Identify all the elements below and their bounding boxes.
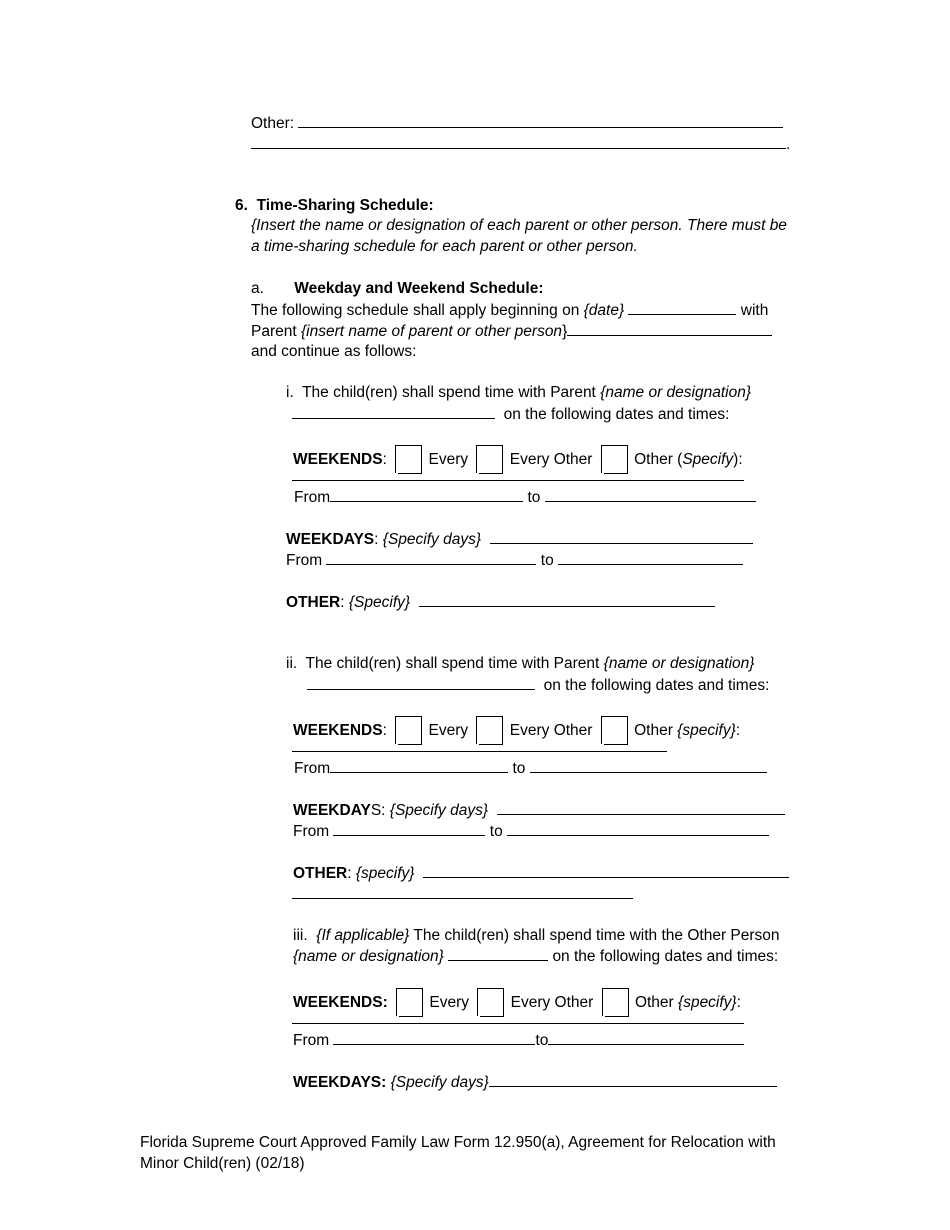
parent-name-line <box>251 321 772 342</box>
item-ii-other-field-2[interactable] <box>292 884 633 899</box>
item-ii-designation: {name or designation} <box>603 655 755 672</box>
item-i-name-line <box>292 404 729 425</box>
weekends-label: WEEKENDS <box>293 451 383 468</box>
item-iii-from-to <box>293 1030 744 1051</box>
item-ii-text: The child(ren) shall spend time with Parent <box>305 655 600 672</box>
other-bold-label: OTHER <box>293 865 348 882</box>
colon: : <box>382 722 387 739</box>
from-label: From <box>286 552 323 569</box>
date-hint: {date} <box>583 302 625 319</box>
weekdays-label: WEEKDAYS: <box>293 1074 387 1091</box>
item-iii-name-field[interactable] <box>448 946 548 961</box>
item-iii-from-field[interactable] <box>333 1030 535 1045</box>
section-number: 6. <box>235 197 248 214</box>
from-label: From <box>293 1032 330 1049</box>
other-label: Other: <box>251 115 295 132</box>
section-title: Time-Sharing Schedule: <box>256 197 434 214</box>
item-ii-weekdays-from-to <box>293 821 769 842</box>
colon: : <box>735 722 741 739</box>
every-label: Every <box>429 994 469 1011</box>
item-i-weekdays-to-field[interactable] <box>558 550 743 565</box>
item-ii-numeral: ii. <box>286 655 298 672</box>
to-label: to <box>527 489 541 506</box>
section-6-instruction-2: a time-sharing schedule for each parent or other person. <box>251 238 638 255</box>
to-label: to <box>540 552 554 569</box>
dates-times-text: on the following dates and times: <box>552 948 779 965</box>
item-i-from-field[interactable] <box>330 487 523 502</box>
item-iii-weekdays <box>293 1072 777 1093</box>
item-ii-weekdays-field[interactable] <box>497 800 785 815</box>
other-label: Other <box>634 722 673 739</box>
section-6-instruction-1: {Insert the name or designation of each parent or other person. There must be <box>251 217 787 234</box>
item-ii-weekends-specify-line <box>292 737 667 758</box>
item-iii-line <box>293 926 780 946</box>
schedule-begin-line <box>251 300 768 321</box>
item-ii-name-line <box>307 675 769 696</box>
specify-hint: Specify <box>682 451 734 468</box>
item-iii-to-field[interactable] <box>548 1030 744 1045</box>
item-iii-weekends-specify-field[interactable] <box>292 1009 744 1024</box>
with-text: with <box>740 302 769 319</box>
from-label: From <box>293 823 330 840</box>
to-label: to <box>535 1032 549 1049</box>
subsection-a-heading <box>251 279 543 299</box>
item-ii-line <box>286 654 754 674</box>
item-ii-weekdays <box>293 800 785 821</box>
other-field-2[interactable] <box>251 134 786 149</box>
item-ii-name-field[interactable] <box>307 675 535 690</box>
specify-days-hint: {Specify days} <box>390 1074 489 1091</box>
item-ii-weekdays-to-field[interactable] <box>507 821 769 836</box>
specify-hint: {specify} <box>355 865 415 882</box>
item-iii-numeral: iii. <box>293 927 308 944</box>
item-iii-weekends-specify-line <box>292 1009 744 1030</box>
item-iii-text: The child(ren) shall spend time with the Other Person <box>413 927 780 944</box>
specify-hint: {specify} <box>677 722 736 739</box>
item-ii-weekdays-from-field[interactable] <box>333 821 485 836</box>
subsection-title: Weekday and Weekend Schedule: <box>294 280 544 297</box>
item-ii-other <box>293 863 789 884</box>
item-i-line <box>286 383 751 403</box>
colon: : <box>374 531 379 548</box>
item-iii-designation: {name or designation} <box>293 948 444 965</box>
weekends-label: WEEKENDS <box>293 722 383 739</box>
item-ii-to-field[interactable] <box>530 758 767 773</box>
colon: : <box>347 865 352 882</box>
specify-days-hint: {Specify days} <box>389 802 489 819</box>
specify-days-hint: {Specify days} <box>382 531 482 548</box>
item-i-other-field[interactable] <box>419 592 715 607</box>
item-ii-from-to <box>294 758 767 779</box>
subsection-letter: a. <box>251 280 264 297</box>
other-label: Other ( <box>634 451 683 468</box>
every-other-label: Every Other <box>509 451 593 468</box>
dates-times-text: on the following dates and times: <box>503 406 730 423</box>
begin-text: The following schedule shall apply beginning on <box>251 302 580 319</box>
item-ii-other-field[interactable] <box>423 863 789 878</box>
other-label: Other <box>634 994 674 1011</box>
item-i-weekends-specify-line <box>292 466 744 487</box>
item-i-designation: {name or designation} <box>600 384 751 401</box>
item-i-weekends-specify-field[interactable] <box>292 466 744 481</box>
dates-times-text: on the following dates and times: <box>543 677 770 694</box>
parent-name-field[interactable] <box>567 321 772 336</box>
item-i-weekdays-from-to <box>286 550 743 571</box>
item-i-numeral: i. <box>286 384 294 401</box>
item-iii-weekdays-field[interactable] <box>489 1072 777 1087</box>
paren-close: ): <box>733 451 743 468</box>
section-6-heading <box>235 196 434 216</box>
item-i-other <box>286 592 715 613</box>
every-label: Every <box>428 451 469 468</box>
item-i-text: The child(ren) shall spend time with Parent <box>302 384 596 401</box>
s-colon: S: <box>370 802 386 819</box>
weekdays-label: WEEKDAYS <box>286 531 375 548</box>
if-applicable-hint: {If applicable} <box>316 927 410 944</box>
colon: : <box>340 594 345 611</box>
period: . <box>786 136 791 153</box>
every-other-label: Every Other <box>510 994 594 1011</box>
item-iii-name-line <box>293 946 778 967</box>
item-i-weekdays-field[interactable] <box>490 529 753 544</box>
every-label: Every <box>428 722 469 739</box>
to-label: to <box>512 760 526 777</box>
specify-hint: {Specify} <box>348 594 411 611</box>
item-i-to-field[interactable] <box>545 487 756 502</box>
other-bold-label: OTHER <box>286 594 341 611</box>
item-ii-from-field[interactable] <box>330 758 508 773</box>
other-line <box>251 113 783 134</box>
colon: : <box>382 451 387 468</box>
footer-line-2: Minor Child(ren) (02/18) <box>140 1155 305 1172</box>
specify-hint: {specify} <box>678 994 737 1011</box>
begin-date-field[interactable] <box>628 300 736 315</box>
parent-text: Parent <box>251 323 297 340</box>
continue-line: and continue as follows: <box>251 343 417 360</box>
item-i-from-to <box>294 487 756 508</box>
footer-line-1: Florida Supreme Court Approved Family Law Form 12.950(a), Agreement for Relocation with <box>140 1134 776 1151</box>
every-other-label: Every Other <box>509 722 593 739</box>
from-label: From <box>294 489 331 506</box>
colon: : <box>736 994 741 1011</box>
item-i-weekdays <box>286 529 753 550</box>
brace: } <box>562 323 568 340</box>
insert-hint: {insert name of parent or other person <box>300 323 563 340</box>
item-ii-other-line-2 <box>292 884 633 905</box>
from-label: From <box>294 760 331 777</box>
weekends-label: WEEKENDS: <box>293 994 388 1011</box>
item-i-weekdays-from-field[interactable] <box>326 550 536 565</box>
weekdays-label: WEEKDAY <box>293 802 371 819</box>
to-label: to <box>489 823 503 840</box>
item-ii-weekends-specify-field[interactable] <box>292 737 667 752</box>
other-line-2 <box>251 134 790 155</box>
other-field[interactable] <box>298 113 783 128</box>
item-i-name-field[interactable] <box>292 404 495 419</box>
